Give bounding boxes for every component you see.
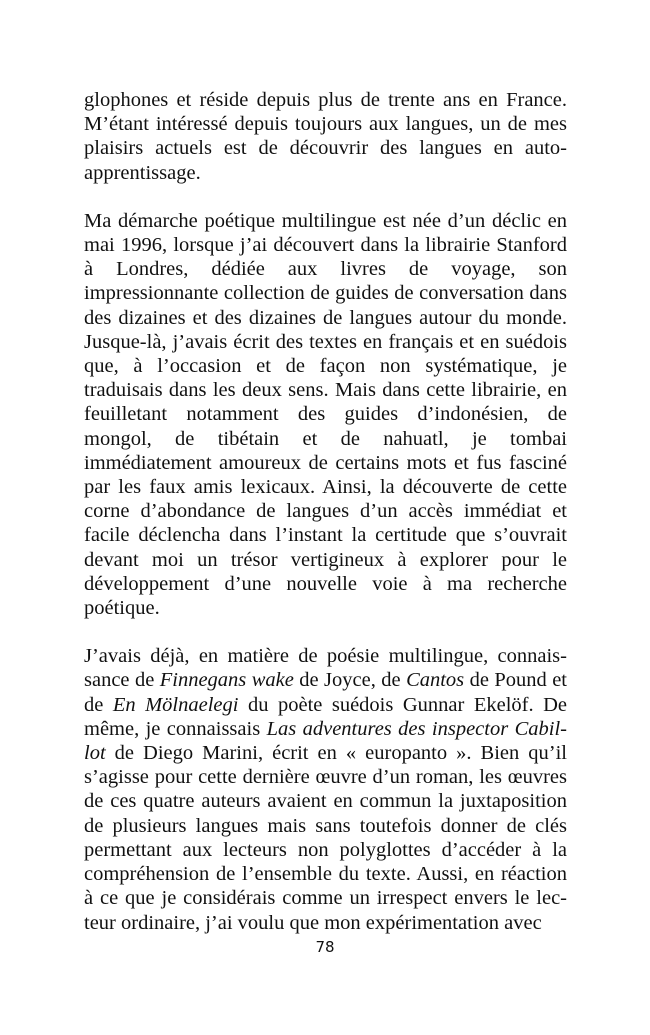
paragraph [84, 88, 567, 185]
text-run: glophones et réside depuis plus de trente ans en France. M’étant intéressé depuis toujours aux langues, un de mes plaisirs actuels est de découvrir des langues en auto-apprentissage. [84, 89, 567, 184]
text-run: de Diego Marini, écrit en « europanto ». Bien qu’il s’agisse pour cette dernière œuvre d’un roman, les œuvres de ces quatre auteurs avaient en commun la juxtaposition de plusieurs langues mais sans toutefois donner de clés permettant aux lecteurs non polyglottes d’accéder à la compréhension de l’ensemble du texte. Aussi, en réaction à ce que je considérais comme un irrespect envers le lecteur ordinaire, j’ai voulu que mon expérimentation avec [84, 742, 567, 934]
paragraph [84, 644, 567, 934]
italic-title: Finnegans wake [159, 669, 294, 692]
italic-title: Cantos [406, 669, 465, 692]
page-number: 78 [315, 938, 335, 956]
text-run: de Pound et de [84, 669, 568, 716]
paragraph [84, 209, 567, 620]
text-run: de Joyce, de [293, 669, 407, 692]
page-body [84, 88, 567, 935]
text-run: Ma démarche poétique multilingue est née d’un déclic en mai 1996, lorsque j’ai découvert dans la librairie Stanford à Londres, dédiée aux livres de voyage, son impressionnante collection de guides de conversation dans des dizaines et des dizaines de langues autour du monde. Jusque-là, j’avais écrit des textes en français et en suédois que, à l’occasion et de façon non systématique, je traduisais dans les deux sens. Mais dans cette librairie, en feuilletant notamment des guides d’indonésien, de mongol, de tibétain et de nahuatl, je tombai immédiatement amoureux de certains mots et fus fasciné par les faux amis lexicaux. Ainsi, la découverte de cette corne d’abondance de langues d’un accès immédiat et facile déclencha dans l’instant la certitude que s’ouvrait devant moi un trésor vertigineux à explorer pour le développement d’une nouvelle voie à ma recherche poétique. [84, 209, 567, 620]
italic-title: Las adventures des inspector Cabillot [84, 717, 567, 765]
italic-title: En Mölnaelegi [112, 693, 239, 716]
text-run: J’avais déjà, en matière de poésie multilingue, connaissance de [84, 645, 567, 692]
text-run: du poète suédois Gunnar Ekelöf. De même, je connaissais [84, 693, 567, 740]
